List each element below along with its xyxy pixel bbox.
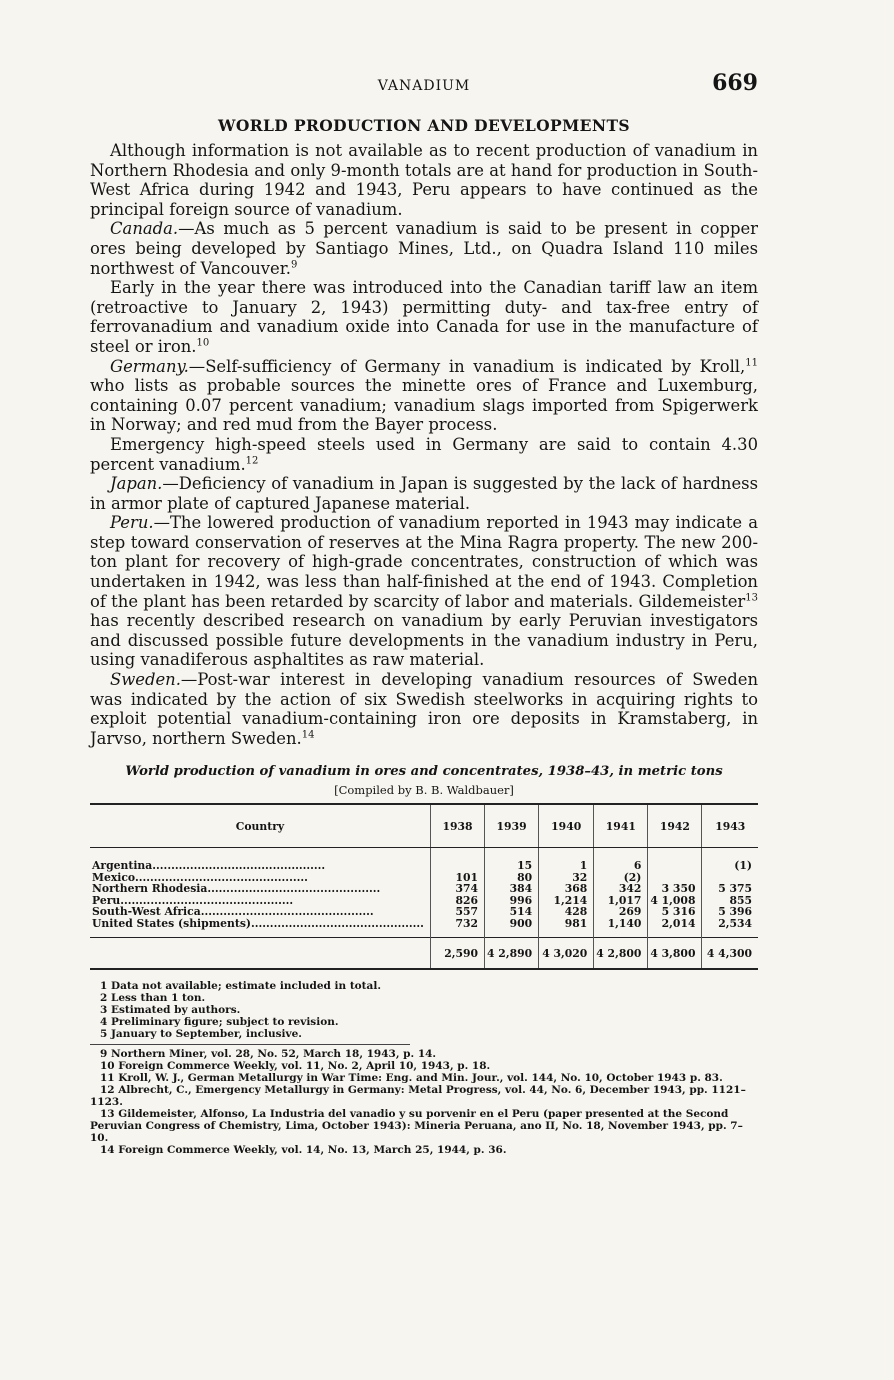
table-cell: 1 — [539, 848, 594, 872]
country-label-peru: Peru. — [110, 513, 154, 533]
paragraph-peru-text-a: —The lowered production of vanadium reported in 1943 may indicate a step toward conservation of reserves at the Mina Ragra property. The new 200-ton plant for recovery of high-grade concentrates, construction of which was undertaken in 1942, was less than half-finished at the end of 1943. Completion of the plant has been retarded by scarcity of labor and materials. Gildemeister — [90, 513, 758, 611]
country-name: United States (shipments) — [92, 917, 252, 930]
country-label-japan: Japan. — [110, 474, 163, 494]
footnote: 13 Gildemeister, Alfonso, La Industria del vanadio y su porvenir en el Peru (paper presented at the Second Peruvian Congress of Chemistry, Lima, October 1943): Mineria Peruana, ano II, No. 18, November 1943, pp. 7–10. — [90, 1108, 743, 1145]
table-cell: 1,017 — [594, 895, 648, 907]
table-cell: 3 350 — [648, 883, 702, 895]
paragraph-germany-steels — [90, 435, 758, 474]
total-cell: 4 4,300 — [702, 938, 758, 970]
country-cell: United States (shipments).............................................. — [92, 917, 424, 930]
paragraph-peru — [90, 513, 758, 670]
table-row — [90, 848, 758, 872]
paragraph-sweden — [90, 670, 758, 748]
paragraph-japan-text: —Deficiency of vanadium in Japan is suggested by the lack of hardness in armor plate of captured Japanese material. — [90, 474, 758, 513]
paragraph-germany-text-b: who lists as probable sources the minette ores of France and Luxemburg, containing 0.07 percent vanadium; vanadium slags imported from Spigerwerk in Norway; and red mud from the Bayer process. — [90, 376, 758, 435]
country-name: Peru — [92, 894, 121, 907]
table-cell: 557 — [430, 906, 484, 918]
table-cell: 855 — [702, 895, 758, 907]
table-row — [90, 906, 758, 918]
footnote: 14 Foreign Commerce Weekly, vol. 14, No. 13, March 25, 1944, p. 36. — [100, 1144, 507, 1157]
paragraph-japan — [90, 474, 758, 513]
table-row — [90, 895, 758, 907]
total-cell: 4 3,800 — [648, 938, 702, 970]
country-cell: Argentina.............................................. — [92, 859, 326, 872]
column-header: 1942 — [648, 804, 702, 848]
footnote: 9 Northern Miner, vol. 28, No. 52, March 18, 1943, p. 14. — [100, 1048, 437, 1061]
table-cell: 514 — [485, 906, 539, 918]
table-cell: (1) — [702, 848, 758, 872]
table-cell — [648, 848, 702, 872]
total-cell: 2,590 — [430, 938, 484, 970]
column-header: Country — [90, 804, 430, 848]
table-cell: 981 — [539, 918, 594, 938]
table-cell: 368 — [539, 883, 594, 895]
paragraph-canada-text: —As much as 5 percent vanadium is said to be present in copper ores being developed by Santiago Mines, Ltd., on Quadra Island 110 miles northwest of Vancouver. — [90, 219, 758, 278]
country-cell: South-West Africa.............................................. — [92, 906, 374, 918]
footnote-ref-10: 10 — [196, 337, 210, 349]
country-cell: Peru.............................................. — [92, 894, 294, 907]
table-header-row — [90, 804, 758, 848]
running-title: VANADIUM — [377, 78, 471, 94]
table-cell: 5 375 — [702, 883, 758, 895]
paragraph-canada-tariff-text: Early in the year there was introduced into the Canadian tariff law an item (retroactive to January 2, 1943) permitting duty- and tax-free entry of ferrovanadium and vanadium oxide into Canada for use in the manufacture of steel or iron. — [90, 278, 758, 356]
table-cell: 732 — [430, 918, 484, 938]
table-cell: 101 — [430, 872, 484, 884]
country-name: Mexico — [92, 871, 135, 884]
table-note: 5 January to September, inclusive. — [100, 1028, 302, 1041]
table-cell: 4 1,008 — [648, 895, 702, 907]
paragraph-peru-text-b: has recently described research on vanadium by early Peruvian investigators and discussed possible future developments in the vanadium industry in Peru, using vanadiferous asphaltites as raw material. — [90, 611, 758, 670]
country-label-canada: Canada. — [110, 219, 179, 239]
column-header: 1941 — [594, 804, 648, 848]
total-cell: 4 3,020 — [539, 938, 594, 970]
table-cell: 900 — [485, 918, 539, 938]
table-cell: 342 — [594, 883, 648, 895]
table-cell: 374 — [430, 883, 484, 895]
total-label-cell — [90, 938, 430, 970]
table-cell: 384 — [485, 883, 539, 895]
country-name: Argentina — [92, 859, 153, 872]
table-cell: 996 — [485, 895, 539, 907]
production-table — [90, 803, 758, 970]
paragraph-sweden-text: —Post-war interest in developing vanadium resources of Sweden was indicated by the action of six Swedish steelworks in acquiring rights to exploit potential vanadium-containing iron ore deposits in Kramstaberg, in Jarvso, northern Sweden. — [90, 670, 758, 748]
table-cell: 2,534 — [702, 918, 758, 938]
page-number: 669 — [712, 70, 758, 96]
footnote-ref-12: 12 — [245, 455, 259, 467]
table-note: 2 Less than 1 ton. — [100, 992, 206, 1005]
table-total-row — [90, 938, 758, 970]
total-cell: 4 2,800 — [594, 938, 648, 970]
table-cell: 80 — [485, 872, 539, 884]
table-caption: World production of vanadium in ores and concentrates, 1938–43, in metric tons — [125, 764, 723, 780]
paragraph-germany — [90, 357, 758, 435]
footnote: 11 Kroll, W. J., German Metallurgy in War Time: Eng. and Min. Jour., vol. 144, No. 10, October 1943 p. 83. — [100, 1072, 723, 1085]
footnote: 12 Albrecht, C., Emergency Metallurgy in Germany: Metal Progress, vol. 44, No. 6, December 1943, pp. 1121–1123. — [90, 1084, 746, 1109]
column-header: 1938 — [430, 804, 484, 848]
table-cell: 5 396 — [702, 906, 758, 918]
table-note: 1 Data not available; estimate included in total. — [100, 980, 381, 993]
footnote: 10 Foreign Commerce Weekly, vol. 11, No. 2, April 10, 1943, p. 18. — [100, 1060, 491, 1073]
paragraph-intro — [90, 141, 758, 219]
country-name: South-West Africa — [92, 906, 201, 918]
table-cell: 2,014 — [648, 918, 702, 938]
table-cell: 6 — [594, 848, 648, 872]
footnotes-section — [90, 1044, 758, 1156]
country-cell: Northern Rhodesia.............................................. — [92, 883, 381, 895]
running-header — [90, 70, 758, 104]
table-row — [90, 872, 758, 884]
footnote-ref-13: 13 — [745, 592, 758, 604]
table-cell: 269 — [594, 906, 648, 918]
total-cell: 4 2,890 — [485, 938, 539, 970]
table-note: 3 Estimated by authors. — [100, 1004, 241, 1017]
footnote-ref-9: 9 — [290, 259, 298, 271]
table-note: 4 Preliminary figure; subject to revision. — [100, 1016, 339, 1029]
table-row — [90, 918, 758, 938]
table-cell: 5 316 — [648, 906, 702, 918]
table-cell — [430, 848, 484, 872]
table-cell: 15 — [485, 848, 539, 872]
paragraph-intro-text: Although information is not available as to recent production of vanadium in Northern Rhodesia and only 9-month totals are at hand for production in South-West Africa during 1942 and 1943, Peru appears to have continued as the principal foreign source of vanadium. — [90, 141, 758, 219]
paragraph-canada-tariff — [90, 278, 758, 356]
table-compiler-note: [Compiled by B. B. Waldbauer] — [334, 783, 514, 798]
table-cell: 1,214 — [539, 895, 594, 907]
footnote-ref-14: 14 — [301, 729, 315, 741]
table-cell: 32 — [539, 872, 594, 884]
country-label-sweden: Sweden. — [110, 670, 181, 690]
footnote-list — [90, 1048, 758, 1156]
country-label-germany: Germany. — [110, 356, 189, 376]
document-page — [90, 70, 758, 1156]
table-notes — [90, 980, 758, 1040]
table-cell: 1,140 — [594, 918, 648, 938]
country-cell: Mexico.............................................. — [92, 871, 308, 884]
table-cell: (2) — [594, 872, 648, 884]
table-cell: 826 — [430, 895, 484, 907]
paragraph-germany-steels-text: Emergency high-speed steels used in Germany are said to contain 4.30 percent vanadium. — [90, 434, 758, 474]
country-name: Northern Rhodesia — [92, 883, 208, 895]
column-header: 1939 — [485, 804, 539, 848]
section-title: WORLD PRODUCTION AND DEVELOPMENTS — [218, 116, 630, 135]
footnote-ref-11: 11 — [745, 357, 758, 369]
column-header: 1943 — [702, 804, 758, 848]
column-header: 1940 — [539, 804, 594, 848]
paragraph-germany-text-a: —Self-sufficiency of Germany in vanadium is indicated by Kroll, — [188, 356, 746, 376]
paragraph-canada — [90, 219, 758, 278]
table-cell: 428 — [539, 906, 594, 918]
